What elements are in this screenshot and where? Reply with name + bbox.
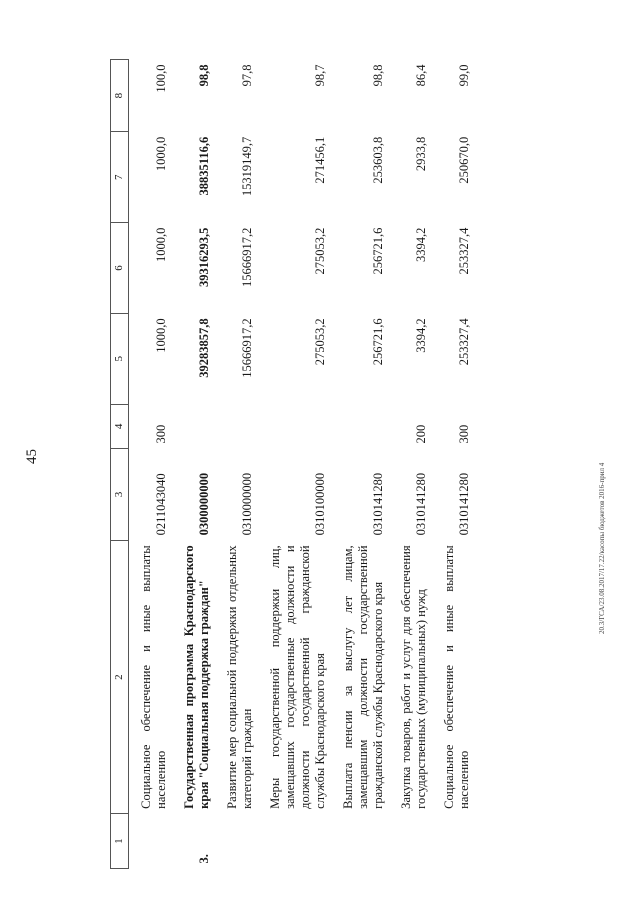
row-name: Социальное обеспечение и иные выплаты населению — [442, 545, 471, 809]
row-name: Выплата пенсии за выслугу лет лицам, замещавшим должности государственной гражданской службы Краснодарского края — [341, 545, 385, 809]
row-type — [331, 404, 389, 448]
row-col-5: 1000,0 — [154, 318, 168, 353]
table-row — [389, 60, 432, 869]
budget-table — [110, 59, 475, 869]
row-col-8: 98,8 — [197, 64, 211, 87]
header-col-6: 6 — [111, 223, 129, 314]
row-number — [258, 814, 331, 869]
row-name: Закупка товаров, работ и услуг для обеспечения государственных (муниципальных) нужд — [399, 545, 428, 809]
row-col-6: 253327,4 — [457, 227, 471, 275]
row-name: Социальное обеспечение и иные выплаты населению — [139, 545, 168, 809]
row-col-5: 253327,4 — [457, 318, 471, 366]
row-code: 0310141280 — [457, 472, 471, 536]
row-type: 200 — [414, 424, 428, 444]
row-code: 0211043040 — [154, 473, 168, 536]
header-col-8: 8 — [111, 60, 129, 132]
row-col-6: 275053,2 — [313, 227, 327, 275]
row-col-7: 271456,1 — [313, 136, 327, 184]
row-col-7: 250670,0 — [457, 136, 471, 184]
header-col-7: 7 — [111, 132, 129, 223]
table-row — [129, 60, 173, 869]
table-row — [432, 60, 475, 869]
row-col-6: 1000,0 — [154, 227, 168, 262]
row-col-5: 15666917,2 — [240, 318, 254, 378]
row-name: Государственная программа Краснодарского края "Социальная поддержка граждан" — [182, 545, 211, 809]
row-col-8: 100,0 — [154, 64, 168, 93]
row-col-6: 3394,2 — [414, 227, 428, 262]
row-col-5: 275053,2 — [313, 318, 327, 366]
table-body — [129, 60, 476, 869]
row-code: 0310100000 — [313, 472, 327, 536]
row-number: 3. — [197, 854, 211, 864]
row-number — [389, 814, 432, 869]
row-name: Развитие мер социальной поддержки отдельных категорий граждан — [225, 545, 254, 809]
row-number — [432, 814, 475, 869]
header-col-5: 5 — [111, 313, 129, 404]
row-type — [172, 404, 215, 448]
row-number — [215, 814, 258, 869]
row-col-6: 39316293,5 — [197, 227, 211, 287]
row-col-7: 253603,8 — [371, 136, 385, 184]
row-col-6: 15666917,2 — [240, 227, 254, 287]
row-col-5: 256721,6 — [371, 318, 385, 366]
table-row — [172, 60, 215, 869]
table-header-row — [111, 60, 129, 869]
table-row — [331, 60, 389, 869]
budget-table-container — [110, 59, 615, 869]
row-number — [331, 814, 389, 869]
row-col-8: 98,7 — [313, 64, 327, 87]
row-col-8: 98,8 — [371, 64, 385, 87]
header-col-3: 3 — [111, 449, 129, 541]
row-col-7: 38835116,6 — [197, 136, 211, 196]
row-col-7: 15319149,7 — [240, 136, 254, 197]
row-col-8: 97,8 — [240, 64, 254, 87]
row-code: 0310141280 — [371, 472, 385, 536]
row-code: 0300000000 — [197, 472, 211, 536]
row-col-5: 39283857,8 — [197, 318, 211, 378]
page-number: 45 — [24, 449, 40, 464]
row-code: 0310141280 — [414, 472, 428, 536]
row-type — [215, 404, 258, 448]
row-type — [258, 404, 331, 448]
table-row — [258, 60, 331, 869]
row-col-8: 86,4 — [414, 64, 428, 87]
row-col-8: 99,0 — [457, 64, 471, 87]
row-type: 300 — [457, 424, 471, 444]
row-col-5: 3394,2 — [414, 318, 428, 353]
header-col-1: 1 — [111, 814, 129, 869]
row-type: 300 — [154, 424, 168, 444]
header-col-4: 4 — [111, 404, 129, 448]
footer-note: 20.3/ГСА/23.08.2017/17.22/касопы бюджетов 2016-прил 4 — [598, 462, 606, 634]
row-col-7: 2933,8 — [414, 136, 428, 172]
table-row — [215, 60, 258, 869]
row-col-6: 256721,6 — [371, 227, 385, 275]
row-code: 0310000000 — [240, 472, 254, 536]
header-col-2: 2 — [111, 540, 129, 813]
row-name: Меры государственной поддержки лиц, замещавших государственные должности и должности государственной гражданской службы Краснодарского края — [268, 545, 327, 809]
row-number — [129, 814, 173, 869]
row-col-7: 1000,0 — [154, 136, 168, 172]
